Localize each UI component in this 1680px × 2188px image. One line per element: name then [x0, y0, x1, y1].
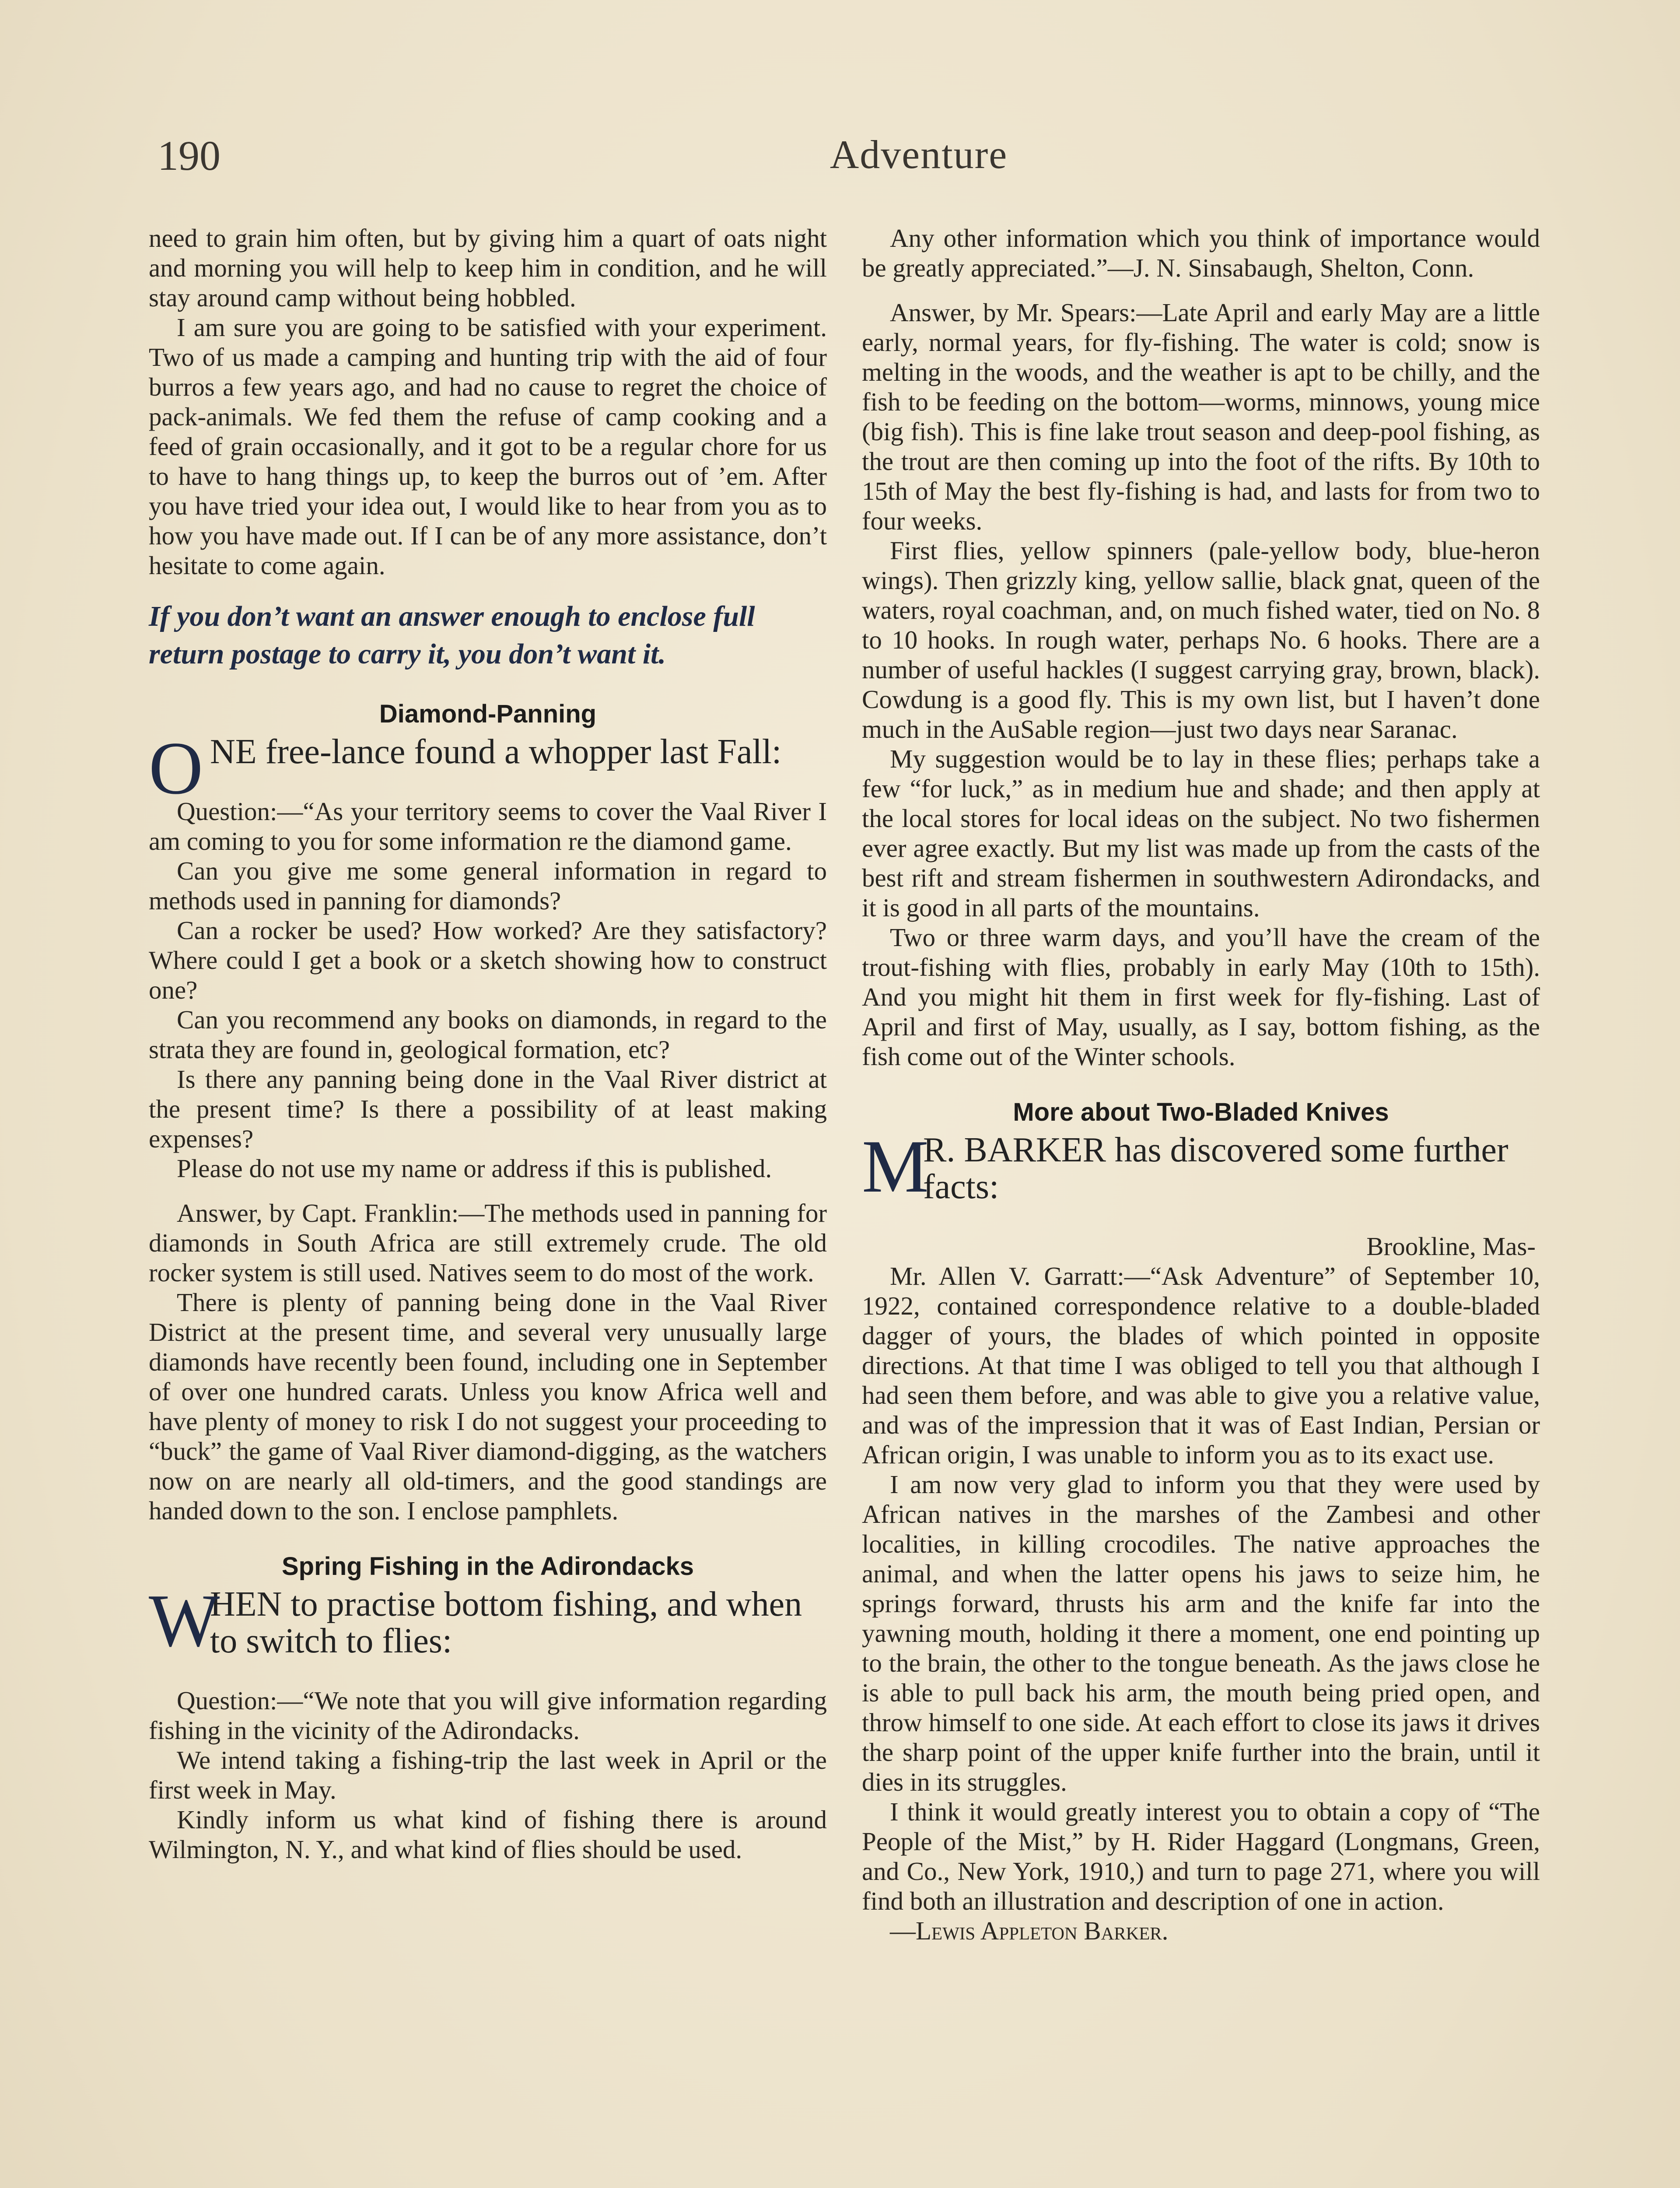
answer-paragraph: Answer, by Capt. Franklin:—The methods used in panning for diamonds in South Africa are still extremely crude. The old rocker system is still used. Natives seem to do most of the work.: [149, 1199, 827, 1287]
section-intro: [862, 1125, 1540, 1208]
question-paragraph: Kindly inform us what kind of fishing there is around Wilmington, N. Y., and what kind of flies should be used.: [149, 1805, 827, 1864]
question-paragraph: Is there any panning being done in the Vaal River district at the present time? Is there a possibility of at least making expenses?: [149, 1065, 827, 1153]
right-column: [862, 223, 1540, 1946]
running-title: Adventure: [830, 132, 1008, 177]
question-paragraph: Can you give me some general information in regard to methods used in panning for diamonds?: [149, 856, 827, 915]
question-paragraph: Can you recommend any books on diamonds, in regard to the strata they are found in, geological formation, etc?: [149, 1005, 827, 1064]
intro-text: R. BARKER has discovered some further facts:: [923, 1131, 1508, 1206]
drop-cap: O: [149, 727, 203, 810]
section-intro: [149, 727, 827, 810]
answer-paragraph: First flies, yellow spinners (pale-yellow body, blue-heron wings). Then grizzly king, yellow sallie, black gnat, queen of the waters, royal coachman, and, on much fished water, tied on No. 8 to 10 hooks. In rough water, perhaps No. 6 hooks. There are a number of useful hackles (I suggest carrying gray, brown, black). Cowdung is a good fly. This is my own list, but I haven’t done much in the AuSable region—just two days near Saranac.: [862, 536, 1540, 743]
paragraph: Any other information which you think of importance would be greatly appreciated.”—J. N. Sinsabaugh, Shelton, Conn.: [862, 224, 1540, 282]
section-intro: [149, 1579, 827, 1662]
page-number: 190: [158, 132, 220, 179]
drop-cap: W: [149, 1579, 220, 1662]
letter-place: Brookline, Mas-: [1366, 1232, 1536, 1261]
letter-paragraph: Mr. Allen V. Garratt:—“Ask Adventure” of September 10, 1922, contained correspondence relative to a double-bladed dagger of yours, the blades of which pointed in opposite directions. At that time I was obliged to tell you that although I had seen them before, and was able to give you a relative value, and was of the impression that it was of East Indian, Persian or African origin, I was unable to inform you as to its exact use.: [862, 1262, 1540, 1469]
section-heading-two-bladed-knives: More about Two-Bladed Knives: [1013, 1098, 1389, 1126]
answer-paragraph: There is plenty of panning being done in the Vaal River District at the present time, and several very unusually large diamonds have recently been found, including one in September of over one hundred carats. Unless you know Africa well and have plenty of money to risk I do not suggest your proceeding to “buck” the game of Vaal River diamond-digging, as the watchers now on are nearly all old-timers, and the good standings are handed down to the son. I enclose pamphlets.: [149, 1288, 827, 1525]
answer-paragraph: Answer, by Mr. Spears:—Late April and early May are a little early, normal years, for fly-fishing. The water is cold; snow is melting in the woods, and the weather is apt to be chilly, and the fish to be feeding on the bottom—worms, minnows, young mice (big fish). This is fine lake trout season and deep-pool fishing, as the trout are then coming up into the foot of the rifts. By 10th to 15th of May the best fly-fishing is had, and lasts for from two to four weeks.: [862, 298, 1540, 535]
section-heading-spring-fishing: Spring Fishing in the Adirondacks: [281, 1552, 694, 1581]
intro-text: NE free-lance found a whopper last Fall:: [210, 733, 782, 771]
answer-paragraph: My suggestion would be to lay in these flies; perhaps take a few “for luck,” as in medium hue and shade; and then apply at the local stores for local ideas on the subject. No two fishermen ever agree exactly. But my list was made up from the casts of the best rift and stream fishermen in southwestern Adirondacks, and it is good in all parts of the mountains.: [862, 744, 1540, 922]
postage-notice: If you don’t want an answer enough to enclose full return postage to carry it, you don’t want it.: [149, 600, 755, 670]
drop-cap: M: [862, 1125, 929, 1208]
letter-paragraph: I think it would greatly interest you to obtain a copy of “The People of the Mist,” by H. Rider Haggard (Longmans, Green, and Co., New York, 1910,) and turn to page 271, where you will find both an illustration and description of one in action.: [862, 1797, 1540, 1915]
letter-paragraph: I am now very glad to inform you that they were used by African natives in the marshes of the Zambesi and other localities, in killing crocodiles. The native approaches the animal, and when the latter opens his jaws to seize him, he springs forward, thrusts his arm and the knife far into the yawning mouth, holding it there a moment, one end pointing up to the brain, the other to the tongue beneath. As the jaws close he is able to pull back his arm, the mouth being pried open, and throw himself to one side. At each effort to close its jaws it drives the sharp point of the upper knife further into the brain, until it dies in its struggles.: [862, 1470, 1540, 1796]
paragraph: need to grain him often, but by giving him a quart of oats night and morning you will help to keep him in condition, and he will stay around camp without being hobbled.: [149, 224, 827, 312]
question-paragraph: Question:—“We note that you will give information regarding fishing in the vicinity of the Adirondacks.: [149, 1686, 827, 1745]
left-column: [149, 223, 827, 1864]
question-paragraph: Can a rocker be used? How worked? Are they satisfactory? Where could I get a book or a sketch showing how to construct one?: [149, 916, 827, 1004]
paragraph: I am sure you are going to be satisfied with your experiment. Two of us made a camping and hunting trip with the aid of four burros a few years ago, and had no cause to regret the choice of pack-animals. We fed them the refuse of camp cooking and a feed of grain occasionally, and it got to be a regular chore for us to have to hang things up, to keep the burros out of ’em. After you have tried your idea out, I would like to hear from you as to how you have made out. If I can be of any more assistance, don’t hesitate to come again.: [149, 313, 827, 580]
answer-paragraph: Two or three warm days, and you’ll have the cream of the trout-fishing with flies, probably in early May (10th to 15th). And you might hit them in first week for fly-fishing. Last of April and first of May, usually, as I say, bottom fishing, as the fish come out of the Winter schools.: [862, 923, 1540, 1071]
letter-signature: —Lewis Appleton Barker.: [890, 1916, 1169, 1945]
section-heading-diamond-panning: Diamond-Panning: [379, 700, 597, 728]
question-paragraph: We intend taking a fishing-trip the last week in April or the first week in May.: [149, 1746, 827, 1804]
question-paragraph: Question:—“As your territory seems to cover the Vaal River I am coming to you for some information re the diamond game.: [149, 797, 827, 856]
page-header: [153, 131, 1544, 197]
intro-text: HEN to practise bottom fishing, and when to switch to flies:: [210, 1585, 802, 1660]
question-paragraph: Please do not use my name or address if this is published.: [177, 1154, 772, 1183]
